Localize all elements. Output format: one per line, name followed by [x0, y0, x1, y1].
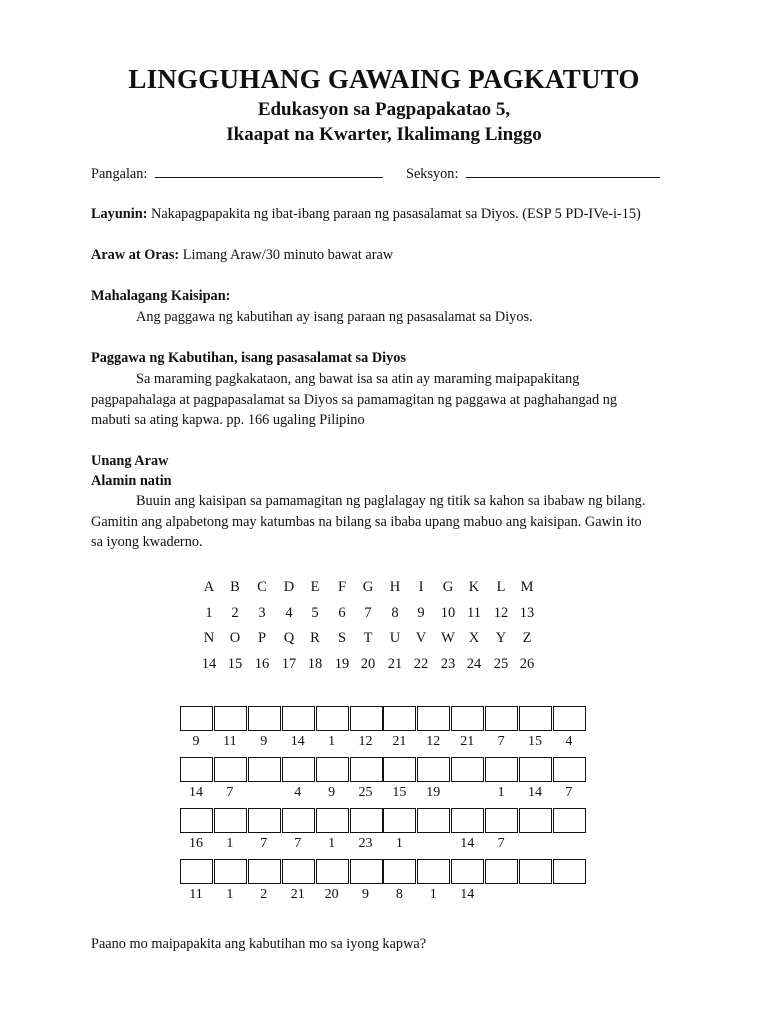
alphabet-key-item: G	[442, 579, 454, 595]
closing-question: Paano mo maipapakita ang kabutihan mo sa iyong kapwa?	[91, 936, 427, 952]
alphabet-key-item: 19	[334, 656, 350, 672]
answer-box[interactable]	[282, 757, 315, 782]
alphabet-key-item: R	[310, 630, 320, 646]
paggawa-line: pagpapahalaga at pagpapasalamat sa Diyos sa pamamagitan ng paggawa at paghahangad ng	[91, 391, 617, 408]
answer-box[interactable]	[553, 808, 586, 833]
box-number: 2	[260, 887, 268, 902]
box-number: 1	[328, 836, 336, 851]
paggawa-line: Sa maraming pagkakataon, ang bawat isa sa atin ay maraming maipapakitang	[136, 371, 580, 387]
answer-box[interactable]	[248, 757, 281, 782]
answer-box[interactable]	[519, 808, 552, 833]
box-number: 1	[395, 836, 403, 851]
box-number: 7	[497, 836, 505, 851]
alphabet-key-item: 1	[205, 605, 213, 621]
alphabet-key-item: L	[496, 579, 506, 595]
answer-box[interactable]	[451, 808, 484, 833]
alphabet-key-item: F	[337, 579, 347, 595]
answer-box[interactable]	[383, 706, 416, 731]
alphabet-key-item: W	[441, 630, 455, 646]
quarter-subtitle: Ikaapat na Kwarter, Ikalimang Linggo	[226, 124, 542, 145]
alphabet-key-item: 16	[254, 656, 270, 672]
box-number: 19	[426, 785, 441, 800]
answer-box[interactable]	[553, 706, 586, 731]
box-number: 21	[290, 887, 305, 902]
alphabet-key-item: Z	[522, 630, 532, 646]
subject-subtitle: Edukasyon sa Pagpapakatao 5,	[257, 99, 511, 120]
kaisipan-text: Ang paggawa ng kabutihan ay isang paraan ng pasasalamat sa Diyos.	[136, 309, 533, 325]
box-number: 7	[565, 785, 573, 800]
araw-row	[91, 245, 393, 266]
box-number: 7	[294, 836, 302, 851]
layunin-row	[91, 204, 641, 225]
alphabet-key-item: M	[520, 579, 534, 595]
alphabet-key-item: 21	[387, 656, 403, 672]
box-number: 11	[223, 734, 237, 749]
alphabet-key-item: 22	[413, 656, 429, 672]
alphabet-key-item: 10	[440, 605, 456, 621]
paggawa-heading: Paggawa ng Kabutihan, isang pasasalamat sa Diyos	[91, 350, 406, 366]
box-number: 7	[260, 836, 268, 851]
box-number: 9	[362, 887, 369, 902]
name-field-row	[91, 163, 383, 185]
answer-box[interactable]	[383, 757, 416, 782]
answer-box[interactable]	[553, 757, 586, 782]
answer-box[interactable]	[417, 757, 450, 782]
alphabet-key-item: H	[389, 579, 401, 595]
alphabet-key-item: G	[362, 579, 374, 595]
alphabet-key-item: 13	[519, 605, 535, 621]
instructions-line: Gamitin ang alpabetong may katumbas na bilang sa ibaba upang mabuo ang kaisipan. Gawin ito	[91, 513, 642, 530]
answer-box[interactable]	[214, 859, 247, 884]
answer-box[interactable]	[451, 757, 484, 782]
answer-box[interactable]	[214, 757, 247, 782]
box-number: 14	[189, 785, 203, 800]
instructions-paragraph	[91, 491, 691, 553]
answer-box[interactable]	[417, 859, 450, 884]
box-number: 9	[328, 785, 336, 800]
answer-box[interactable]	[519, 706, 552, 731]
box-number: 4	[565, 734, 573, 749]
answer-box[interactable]	[383, 808, 416, 833]
box-number: 1	[226, 887, 234, 902]
box-number: 14	[290, 734, 305, 749]
alphabet-key-item: O	[229, 630, 241, 646]
answer-box[interactable]	[350, 859, 383, 884]
answer-box[interactable]	[248, 859, 281, 884]
alamin-heading: Alamin natin	[91, 473, 172, 489]
answer-box[interactable]	[214, 808, 247, 833]
box-number: 21	[392, 734, 407, 749]
name-blank-line[interactable]	[155, 163, 383, 178]
box-number: 1	[226, 836, 234, 851]
alphabet-key-item: E	[310, 579, 320, 595]
name-label: Pangalan:	[91, 166, 148, 182]
section-field-row	[406, 163, 660, 185]
box-number: 14	[460, 836, 475, 851]
instructions-line: Buuin ang kaisipan sa pamamagitan ng paglalagay ng titik sa kahon sa ibabaw ng bilang.	[136, 493, 646, 509]
answer-box[interactable]	[485, 757, 518, 782]
alphabet-key-item: 14	[201, 656, 217, 672]
alphabet-key-item: Q	[283, 630, 295, 646]
box-number: 25	[358, 785, 373, 800]
answer-box[interactable]	[350, 808, 383, 833]
section-label: Seksyon:	[406, 166, 459, 182]
alphabet-key-item: 2	[231, 605, 239, 621]
alphabet-key-item: U	[389, 630, 401, 646]
alphabet-key-item: A	[203, 579, 215, 595]
box-number: 12	[426, 734, 441, 749]
answer-box[interactable]	[451, 706, 484, 731]
answer-box[interactable]	[350, 706, 383, 731]
alphabet-key-item: I	[418, 579, 424, 595]
paggawa-line: mabuti sa ating kapwa. pp. 166 ugaling Pilipino	[91, 412, 365, 428]
alphabet-key-item: S	[337, 630, 347, 646]
box-number: 9	[192, 734, 200, 749]
alphabet-key-item: K	[468, 579, 480, 595]
answer-box[interactable]	[180, 808, 213, 833]
answer-box[interactable]	[316, 808, 349, 833]
alphabet-key-item: Y	[495, 630, 507, 646]
alphabet-key-item: 9	[417, 605, 425, 621]
answer-box[interactable]	[282, 859, 315, 884]
answer-box[interactable]	[553, 859, 586, 884]
box-number: 1	[328, 734, 336, 749]
answer-box[interactable]	[180, 757, 213, 782]
answer-box[interactable]	[383, 859, 416, 884]
answer-box[interactable]	[485, 859, 518, 884]
box-number: 8	[395, 887, 403, 902]
paggawa-paragraph	[91, 369, 691, 431]
box-number: 23	[358, 836, 373, 851]
box-number: 1	[497, 785, 505, 800]
answer-box[interactable]	[417, 808, 450, 833]
box-number: 11	[189, 887, 203, 902]
alphabet-key-item: 4	[285, 605, 293, 621]
alphabet-key-item: 12	[493, 605, 509, 621]
alphabet-key-item: C	[257, 579, 267, 595]
alphabet-key-item: P	[257, 630, 267, 646]
answer-box[interactable]	[316, 757, 349, 782]
alphabet-key-item: 5	[311, 605, 319, 621]
araw-text: Limang Araw/30 minuto bawat araw	[182, 247, 394, 263]
box-number: 20	[324, 887, 339, 902]
alphabet-key-item: 18	[307, 656, 323, 672]
answer-box[interactable]	[485, 706, 518, 731]
answer-box[interactable]	[248, 706, 281, 731]
box-number: 7	[497, 734, 505, 749]
section-blank-line[interactable]	[466, 163, 660, 178]
box-number: 9	[260, 734, 268, 749]
answer-box[interactable]	[282, 808, 315, 833]
box-number: 15	[528, 734, 542, 749]
alphabet-key-item: T	[363, 630, 373, 646]
answer-box[interactable]	[180, 859, 213, 884]
box-number: 14	[460, 887, 475, 902]
answer-box[interactable]	[519, 757, 552, 782]
araw-label: Araw at Oras:	[91, 247, 180, 263]
alphabet-key-item: 7	[364, 605, 372, 621]
alphabet-key-item: X	[468, 630, 480, 646]
box-number: 16	[189, 836, 203, 851]
unang-araw-heading: Unang Araw	[91, 453, 169, 469]
box-number: 7	[226, 785, 234, 800]
answer-box[interactable]	[282, 706, 315, 731]
box-number: 4	[294, 785, 302, 800]
alphabet-key-item: 26	[519, 656, 535, 672]
answer-box[interactable]	[248, 808, 281, 833]
answer-box[interactable]	[316, 706, 349, 731]
alphabet-key-item: 6	[338, 605, 346, 621]
answer-box[interactable]	[417, 706, 450, 731]
alphabet-key-item: B	[230, 579, 240, 595]
alphabet-key-item: 23	[440, 656, 456, 672]
alphabet-key-item: 20	[360, 656, 376, 672]
alphabet-key-item: 25	[493, 656, 509, 672]
answer-box[interactable]	[180, 706, 213, 731]
layunin-text: Nakapagpapakita ng ibat-ibang paraan ng pasasalamat sa Diyos. (ESP 5 PD-IVe-i-15)	[151, 206, 641, 222]
alphabet-key-item: N	[203, 630, 215, 646]
box-number: 21	[460, 734, 475, 749]
answer-box[interactable]	[316, 859, 349, 884]
answer-box[interactable]	[451, 859, 484, 884]
alphabet-key-item: 11	[467, 605, 481, 621]
layunin-label: Layunin:	[91, 206, 148, 222]
box-number: 15	[392, 785, 407, 800]
alphabet-key-item: 8	[391, 605, 399, 621]
instructions-line: sa iyong kwaderno.	[91, 534, 203, 550]
page-title: LINGGUHANG GAWAING PAGKATUTO	[128, 64, 640, 94]
box-number: 1	[429, 887, 437, 902]
alphabet-key-item: 24	[466, 656, 482, 672]
kaisipan-label: Mahalagang Kaisipan:	[91, 288, 231, 304]
alphabet-key-item: 3	[258, 605, 266, 621]
answer-box[interactable]	[350, 757, 383, 782]
alphabet-key-item: V	[415, 630, 427, 646]
alphabet-key-item: 17	[281, 656, 297, 672]
answer-box[interactable]	[485, 808, 518, 833]
alphabet-key-item: 15	[227, 656, 243, 672]
alphabet-key-item: D	[283, 579, 295, 595]
answer-box[interactable]	[519, 859, 552, 884]
answer-box[interactable]	[214, 706, 247, 731]
box-number: 14	[528, 785, 542, 800]
box-number: 12	[358, 734, 373, 749]
